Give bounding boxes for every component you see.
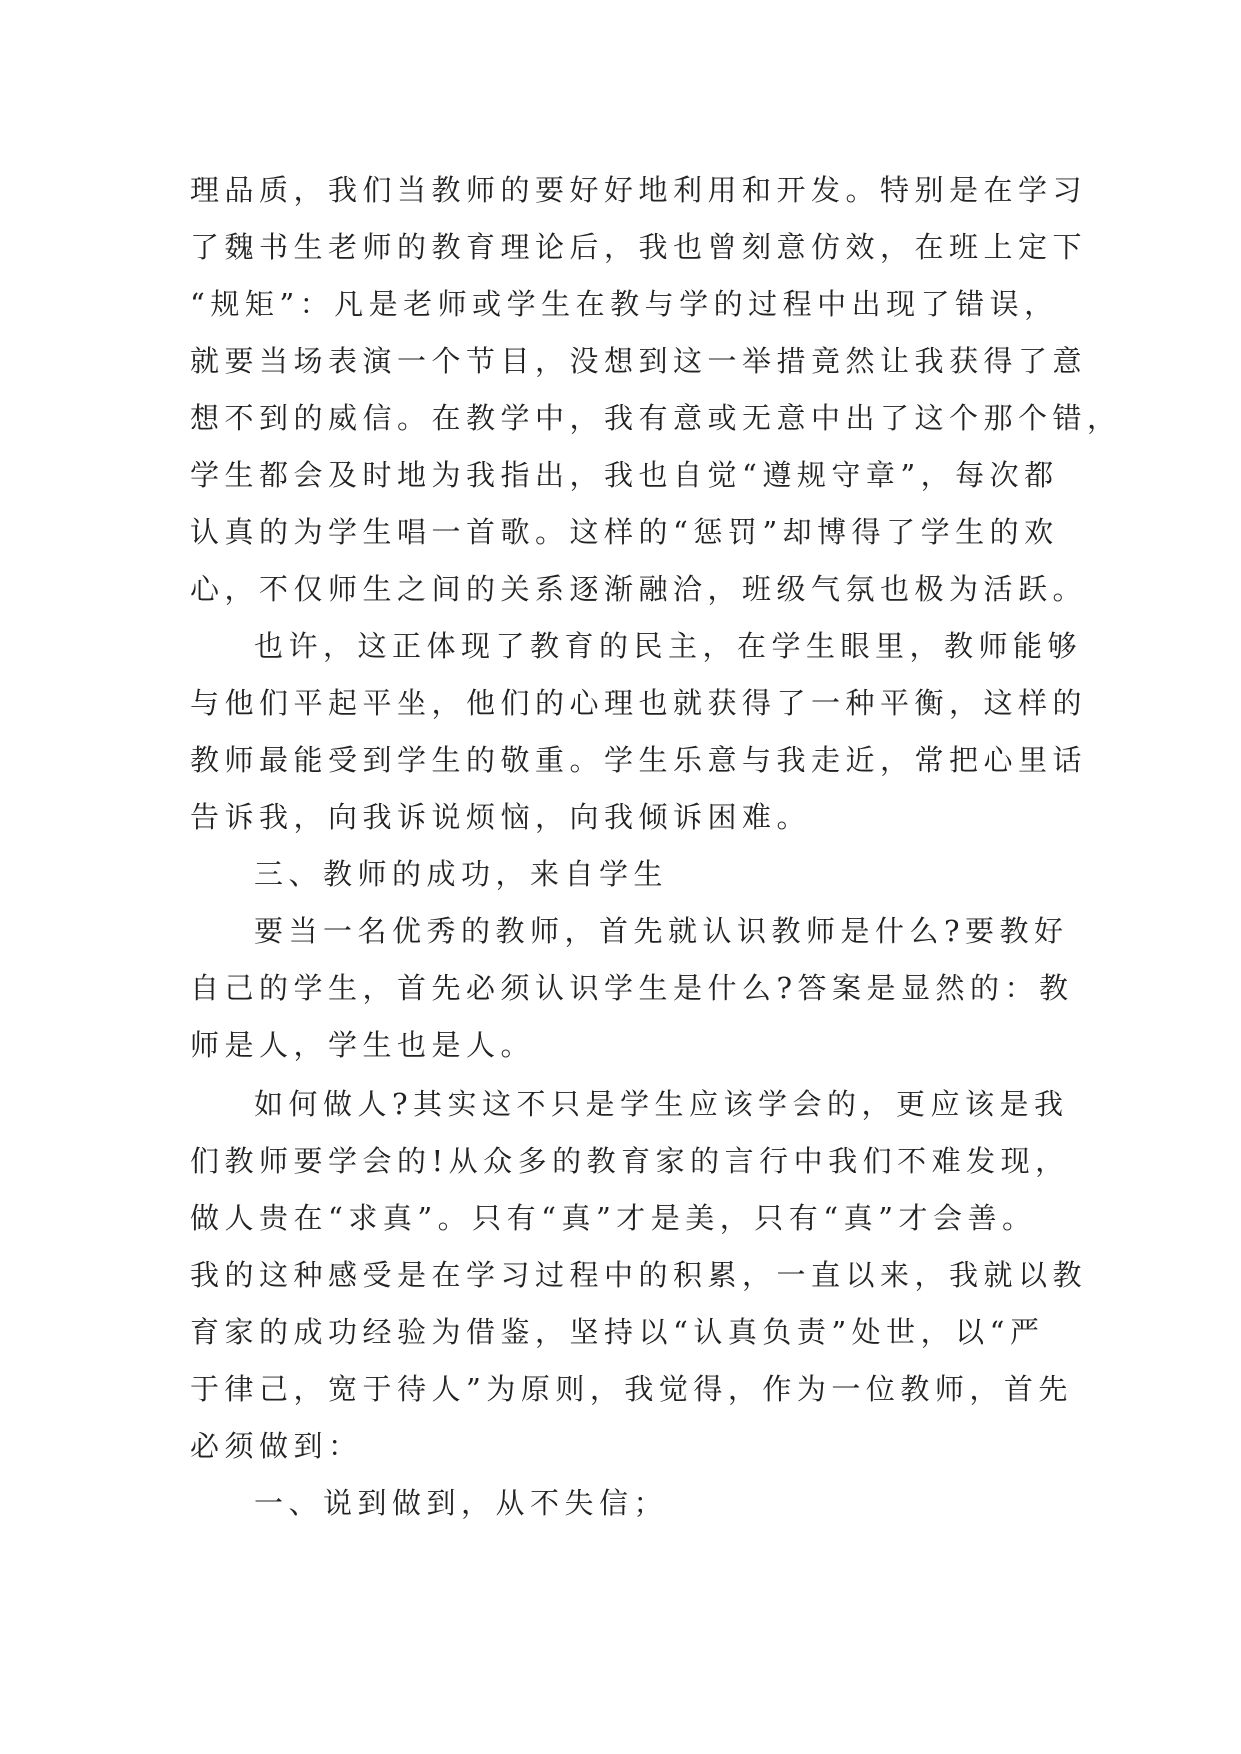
text-line: 就要当场表演一个节目，没想到这一举措竟然让我获得了意: [190, 344, 1088, 378]
text-line: “规矩”：凡是老师或学生在教与学的过程中出现了错误，: [190, 287, 1059, 321]
text-line: 于律己，宽于待人”为原则，我觉得，作为一位教师，首先: [190, 1372, 1073, 1406]
text-line: 想不到的威信。在教学中，我有意或无意中出了这个那个错，: [190, 401, 1122, 435]
text-line: 理品质，我们当教师的要好好地利用和开发。特别是在学习: [190, 173, 1088, 207]
section-heading: 三、教师的成功，来自学生: [254, 857, 669, 891]
list-item: 一、说到做到，从不失信；: [254, 1486, 669, 1520]
text-line: 认真的为学生唱一首歌。这样的“惩罚”却博得了学生的欢: [190, 515, 1059, 549]
text-line: 与他们平起平坐，他们的心理也就获得了一种平衡，这样的: [190, 686, 1088, 720]
text-line: 育家的成功经验为借鉴，坚持以“认真负责”处世，以“严: [190, 1315, 1045, 1349]
text-line: 心，不仅师生之间的关系逐渐融洽，班级气氛也极为活跃。: [190, 572, 1088, 606]
text-line: 告诉我，向我诉说烦恼，向我倾诉困难。: [190, 800, 812, 834]
text-line: 做人贵在“求真”。只有“真”才是美，只有“真”才会善。: [190, 1201, 1037, 1235]
paragraph-first-line: 要当一名优秀的教师，首先就认识教师是什么?要教好: [254, 914, 1069, 948]
paragraph-first-line: 如何做人?其实这不只是学生应该学会的，更应该是我: [254, 1087, 1069, 1121]
text-line: 自己的学生，首先必须认识学生是什么?答案是显然的：教: [190, 971, 1074, 1005]
paragraph-first-line: 也许，这正体现了教育的民主，在学生眼里，教师能够: [254, 629, 1083, 663]
text-line: 们教师要学会的!从众多的教育家的言行中我们不难发现，: [190, 1144, 1070, 1178]
text-line: 必须做到：: [190, 1429, 363, 1463]
text-line: 学生都会及时地为我指出，我也自觉“遵规守章”，每次都: [190, 458, 1059, 492]
text-line: 了魏书生老师的教育理论后，我也曾刻意仿效，在班上定下: [190, 230, 1088, 264]
text-line: 我的这种感受是在学习过程中的积累，一直以来，我就以教: [190, 1258, 1088, 1292]
text-line: 师是人，学生也是人。: [190, 1028, 536, 1062]
text-line: 教师最能受到学生的敬重。学生乐意与我走近，常把心里话: [190, 743, 1088, 777]
